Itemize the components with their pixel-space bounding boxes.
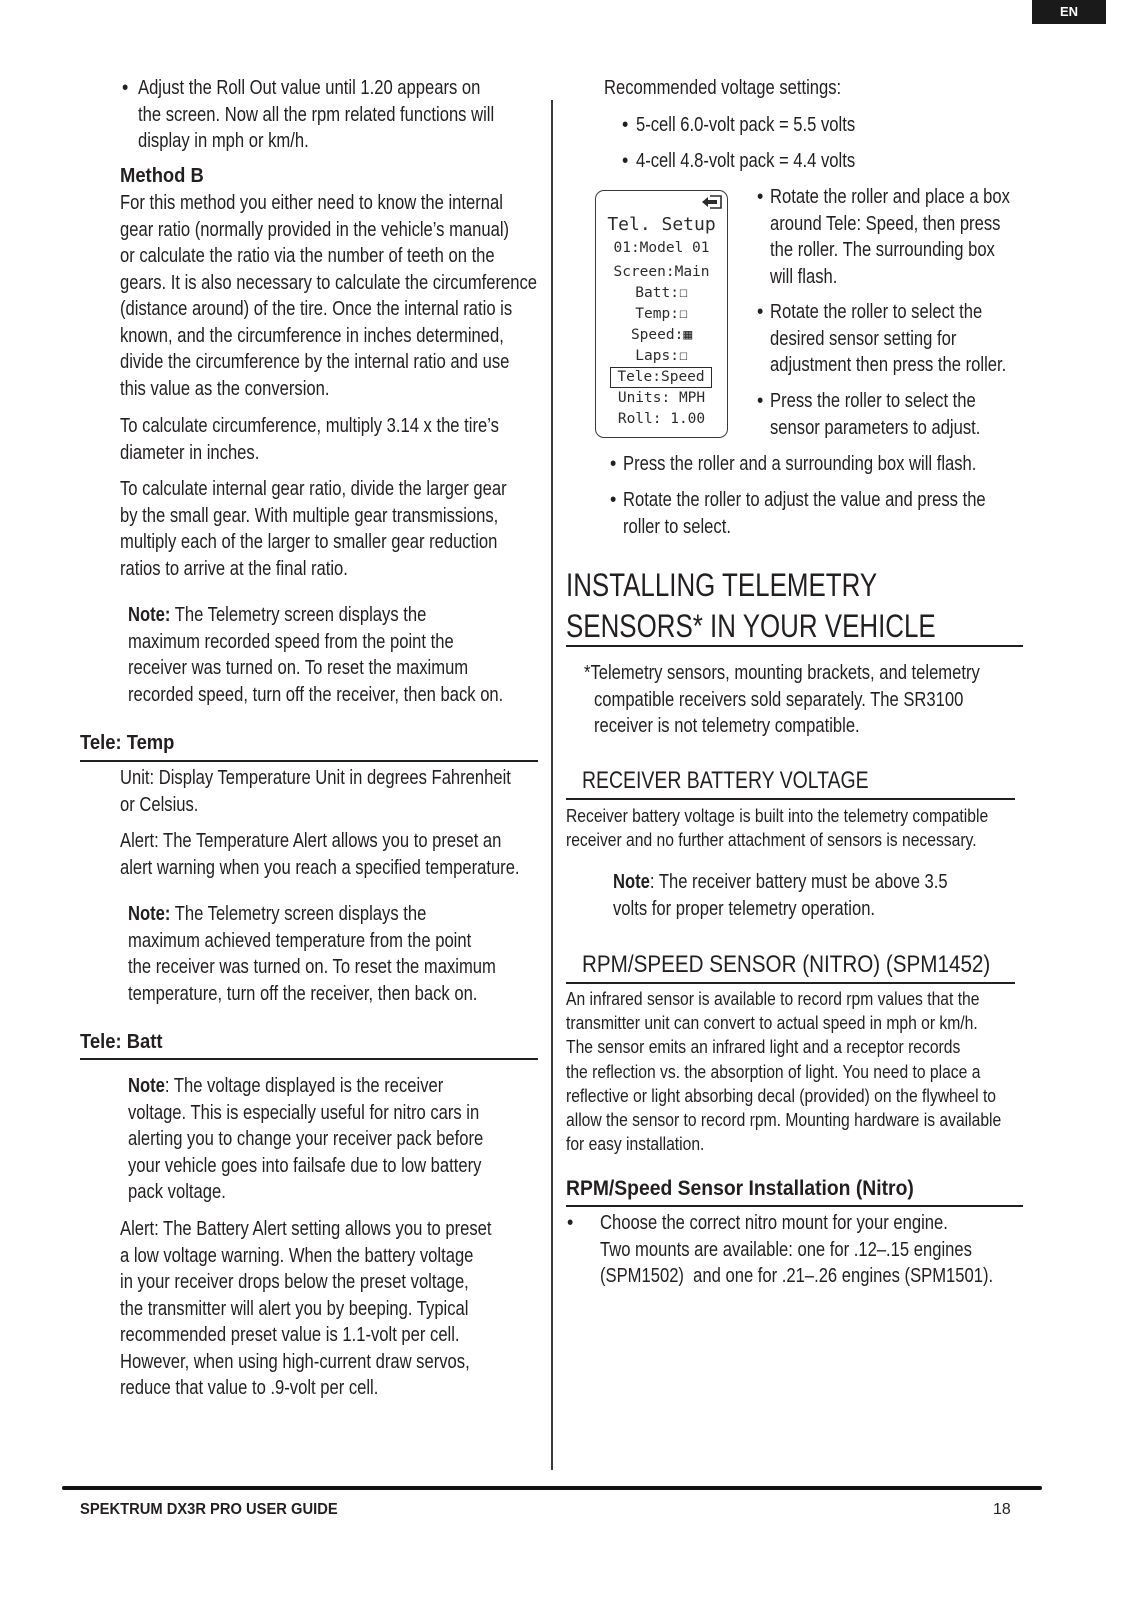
step-item: Press the roller to select the sensor parameters to adjust. xyxy=(770,390,981,439)
lcd-row-speed: Speed:▦ xyxy=(630,327,693,343)
voltage-intro: Recommended voltage settings: xyxy=(604,77,842,99)
method-b-paragraph: For this method you either need to know the internal gear ratio (normally provided in the vehicle’s manual) or calculate the ratio via the number of teeth on the gears. It is also necessary to calculate the circumference (distance around) of the tire. Once the internal ratio is known, and the circumference in inches determined, divide the circumference by the internal ratio and use this value as the conversion. xyxy=(120,192,538,400)
section-rule xyxy=(566,798,1015,800)
note-text: The Telemetry screen displays the maximum achieved temperature from the point the receiver was turned on. To reset the maximum temperature, turn off the receiver, then back on. xyxy=(128,903,496,1005)
page-number: 18 xyxy=(993,1501,1011,1518)
lcd-row-batt: Batt:☐ xyxy=(635,285,688,301)
battery-alert-paragraph: Alert: The Battery Alert setting allows you to preset a low voltage warning. When the battery voltage in your receiver drops below the preset voltage, the transmitter will alert you by beeping. Typical recommended preset value is 1.1-volt per cell. However, when using high-current draw servos, reduce that value to .9-volt per cell. xyxy=(120,1218,492,1399)
note-label: Note: xyxy=(128,604,171,626)
bullet: • xyxy=(610,489,617,511)
sensor-installation-heading: RPM/Speed Sensor Installation (Nitro) xyxy=(566,1177,914,1200)
step-item: Rotate the roller to select the desired sensor setting for adjustment then press the roller. xyxy=(770,301,1007,376)
column-divider xyxy=(551,100,553,1470)
voltage-item: 5-cell 6.0-volt pack = 5.5 volts xyxy=(636,114,856,136)
installing-sensors-heading: INSTALLING TELEMETRY SENSORS* IN YOUR VEHICLE xyxy=(566,567,936,644)
note-label: Note xyxy=(128,1075,165,1097)
speed-note xyxy=(128,602,503,708)
roll-out-instruction: Adjust the Roll Out value until 1.20 appears on the screen. Now all the rpm related functions will display in mph or km/h. xyxy=(138,77,495,152)
lcd-row-temp: Temp:☐ xyxy=(635,306,688,322)
receiver-battery-note xyxy=(613,869,948,922)
bullet: • xyxy=(610,453,617,475)
note-text: The Telemetry screen displays the maximum recorded speed from the point the receiver was turned on. To reset the maximum recorded speed, turn off the receiver, then back on. xyxy=(128,604,504,706)
lcd-row-screen: Screen:Main xyxy=(613,264,710,280)
section-rule xyxy=(566,982,1015,984)
bullet: • xyxy=(757,186,764,208)
voltage-item: 4-cell 4.8-volt pack = 4.4 volts xyxy=(636,150,856,172)
receiver-battery-paragraph: Receiver battery voltage is built into the telemetry compatible receiver and no further attachment of sensors is necessary. xyxy=(566,806,989,851)
bullet: • xyxy=(757,301,764,323)
rpm-sensor-heading: RPM/SPEED SENSOR (NITRO) (SPM1452) xyxy=(582,951,991,978)
note-label: Note: xyxy=(128,903,171,925)
voltage-note xyxy=(128,1073,483,1206)
section-rule xyxy=(80,760,538,762)
lcd-row-laps: Laps:☐ xyxy=(635,348,688,364)
step-item: Rotate the roller and place a box around Tele: Speed, then press the roller. The surrounding box will flash. xyxy=(770,186,1010,288)
section-rule xyxy=(566,645,1023,647)
temp-alert-paragraph: Alert: The Temperature Alert allows you to preset an alert warning when you reach a specified temperature. xyxy=(120,830,520,879)
bullet: • xyxy=(757,390,764,412)
section-rule xyxy=(566,1205,1023,1207)
tele-batt-heading: Tele: Batt xyxy=(80,1031,163,1053)
method-b-heading: Method B xyxy=(120,165,204,187)
language-tab: EN xyxy=(1032,0,1106,24)
section-rule xyxy=(80,1058,538,1060)
installation-item: Choose the correct nitro mount for your engine. Two mounts are available: one for .12–.15 engines (SPM1502) and one for .21–.26 engines (SPM1501). xyxy=(600,1212,994,1287)
gear-ratio-paragraph: To calculate internal gear ratio, divide the larger gear by the small gear. With multiple gear transmissions, multiply each of the larger to smaller gear reduction ratios to arrive at the final ratio. xyxy=(120,478,507,580)
footer-title: SPEKTRUM DX3R PRO USER GUIDE xyxy=(80,1501,338,1518)
footnote: *Telemetry sensors, mounting brackets, and telemetry compatible receivers sold separately. The SR3100 receiver is not telemetry compatible. xyxy=(584,662,980,737)
temperature-note xyxy=(128,901,496,1007)
lcd-row-model: 01:Model 01 xyxy=(613,240,710,256)
step-item: Rotate the roller to adjust the value and press the roller to select. xyxy=(623,489,986,538)
tele-temp-heading: Tele: Temp xyxy=(80,732,175,754)
lcd-row-roll: Roll: 1.00 xyxy=(617,411,706,427)
bullet: • xyxy=(122,77,129,99)
lcd-row-units: Units: MPH xyxy=(617,390,706,406)
circumference-paragraph: To calculate circumference, multiply 3.14 x the tire’s diameter in inches. xyxy=(120,415,499,464)
step-item: Press the roller and a surrounding box will flash. xyxy=(623,453,977,475)
telemetry-setup-screen xyxy=(595,190,728,438)
bullet: • xyxy=(567,1212,574,1234)
note-text: : The voltage displayed is the receiver voltage. This is especially useful for nitro cars in alerting you to change your receiver pack before your vehicle goes into failsafe due to low battery pack voltage. xyxy=(128,1075,484,1203)
receiver-battery-heading: RECEIVER BATTERY VOLTAGE xyxy=(582,767,869,794)
temp-unit-paragraph: Unit: Display Temperature Unit in degrees Fahrenheit or Celsius. xyxy=(120,767,511,816)
rpm-sensor-paragraph: An infrared sensor is available to record rpm values that the transmitter unit can convert to actual speed in mph or km/h. The sensor emits an infrared light and a receptor records the reflection vs. the absorption of light. You need to place a reflective or light absorbing decal (provided) on the flywheel to allow the sensor to record rpm. Mounting hardware is available for easy installation. xyxy=(566,989,1002,1155)
lcd-title: Tel. Setup xyxy=(607,214,716,235)
note-text: : The receiver battery must be above 3.5 volts for proper telemetry operation. xyxy=(613,871,948,920)
lcd-row-tele: Tele:Speed xyxy=(610,367,712,388)
note-label: Note xyxy=(613,871,650,893)
bullet: • xyxy=(622,150,629,172)
back-icon xyxy=(700,193,724,211)
footer-rule xyxy=(62,1486,1042,1490)
bullet: • xyxy=(622,114,629,136)
